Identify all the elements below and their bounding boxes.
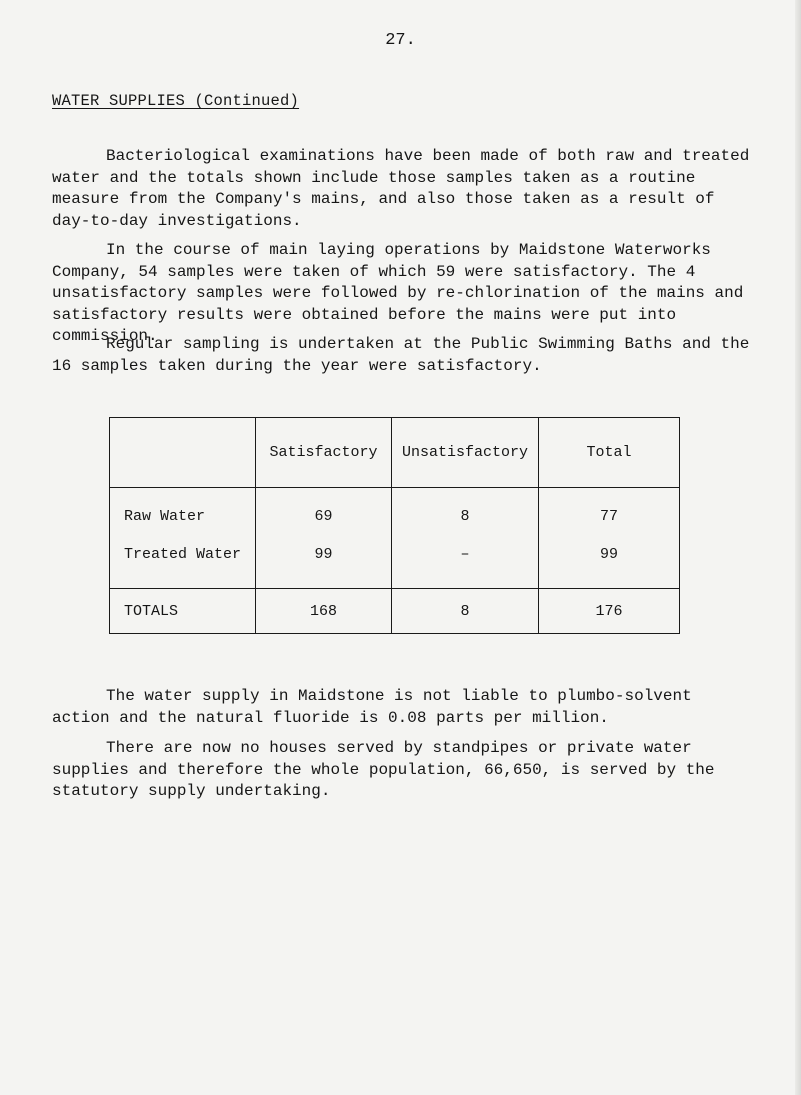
header-total: Total	[539, 418, 680, 488]
cell-total: 99	[539, 530, 680, 589]
totals-label: TOTALS	[110, 589, 256, 634]
table-row	[110, 530, 680, 589]
section-heading: WATER SUPPLIES (Continued)	[52, 92, 300, 110]
cell-satisfactory: 99	[256, 530, 392, 589]
row-label: Treated Water	[110, 530, 256, 589]
paragraph-plumbo-solvency: The water supply in Maidstone is not liable to plumbo-solvent action and the natural fluoride is 0.08 parts per million.	[52, 687, 692, 727]
totals-unsatisfactory: 8	[392, 589, 539, 634]
paragraph-bacteriological: Bacteriological examinations have been made of both raw and treated water and the totals shown include those samples taken as a routine measure from the Company's mains, and also those taken as a result of day-to-day investigations.	[52, 147, 750, 230]
totals-total: 176	[539, 589, 680, 634]
cell-total: 77	[539, 488, 680, 531]
row-label: Raw Water	[110, 488, 256, 531]
sample-results-table	[109, 417, 680, 634]
cell-satisfactory: 69	[256, 488, 392, 531]
page-number: 27.	[385, 31, 416, 50]
cell-unsatisfactory: 8	[392, 488, 539, 531]
header-unsatisfactory: Unsatisfactory	[392, 418, 539, 488]
table-header-row	[110, 418, 680, 488]
header-satisfactory: Satisfactory	[256, 418, 392, 488]
cell-unsatisfactory: –	[392, 530, 539, 589]
totals-row	[110, 589, 680, 634]
header-blank	[110, 418, 256, 488]
scan-edge	[795, 0, 801, 1095]
paragraph-standpipes: There are now no houses served by standpipes or private water supplies and therefore the whole population, 66,650, is served by the statutory supply undertaking.	[52, 739, 715, 800]
paragraph-swimming-baths: Regular sampling is undertaken at the Public Swimming Baths and the 16 samples taken during the year were satisfactory.	[52, 335, 750, 375]
table-row	[110, 488, 680, 531]
totals-satisfactory: 168	[256, 589, 392, 634]
paragraph-main-laying: In the course of main laying operations by Maidstone Waterworks Company, 54 samples were taken of which 59 were satisfactory. The 4 unsatisfactory samples were followed by re-chlorination of the mains and satisfactory results were obtained before the mains were put into commission.	[52, 241, 744, 345]
